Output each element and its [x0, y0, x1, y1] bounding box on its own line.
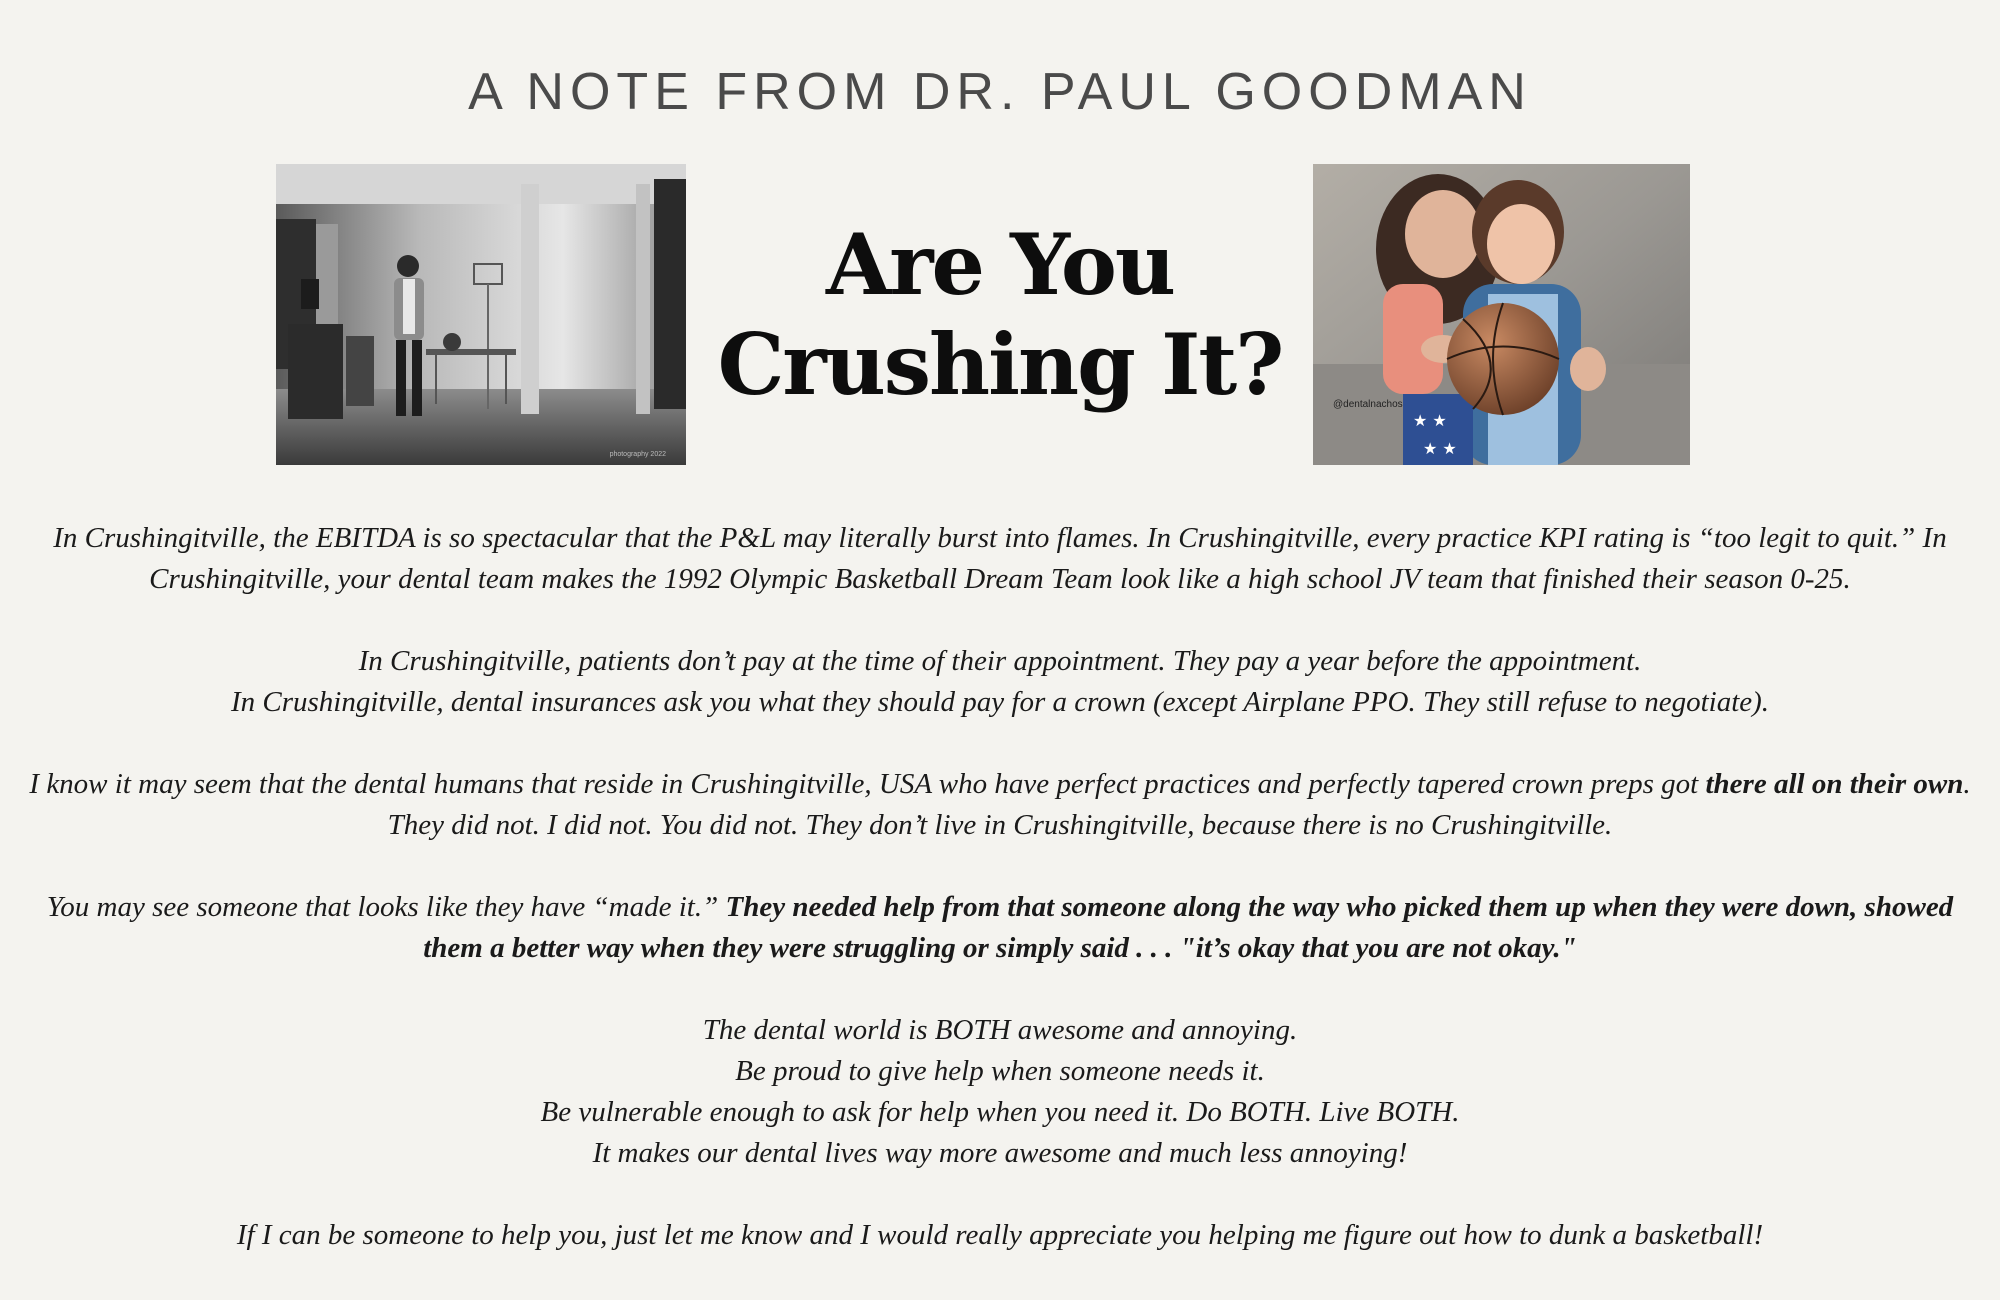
- speaker-photo-image: [276, 164, 686, 465]
- paragraph-2-line-1: In Crushingitville, patients don’t pay at the time of their appointment. They pay a year before the appointment.: [358, 645, 1642, 677]
- paragraph-5-line-1: The dental world is BOTH awesome and annoying.: [702, 1014, 1298, 1046]
- paragraph-3-line-2: They did not. I did not. You did not. They don’t live in Crushingitville, because there is no Crushingitville.: [387, 809, 1613, 841]
- note-body: [20, 518, 1980, 1256]
- paragraph-5-line-3: Be vulnerable enough to ask for help when you need it. Do BOTH. Live BOTH.: [540, 1096, 1460, 1128]
- paragraph-3-emphasis: there all on their own: [1705, 768, 1964, 800]
- svg-text:★ ★: ★ ★: [1413, 411, 1447, 430]
- paragraph-4: [20, 887, 1980, 969]
- paragraph-6: [20, 1215, 1980, 1256]
- paragraph-5: [20, 1010, 1980, 1174]
- speaker-photo: [276, 164, 686, 465]
- paragraph-3-line-1-end: .: [1963, 768, 1971, 800]
- paragraph-4-line-1: [20, 887, 1980, 928]
- paragraph-4-line-2: [20, 928, 1980, 969]
- kids-basketball-photo: [1313, 164, 1690, 465]
- paragraph-4-emphasis: They needed help from that someone along the way who picked them up when they were down, showed: [725, 891, 1954, 923]
- paragraph-6-line-1: If I can be someone to help you, just let me know and I would really appreciate you helping me figure out how to dunk a basketball!: [236, 1219, 1764, 1251]
- headline-line-1: Are You: [826, 215, 1174, 314]
- paragraph-4-line-1-text: You may see someone that looks like they have “made it.”: [46, 891, 726, 923]
- headline: [700, 215, 1300, 415]
- page-title: A NOTE FROM DR. PAUL GOODMAN: [468, 63, 1532, 121]
- paragraph-2-line-2: In Crushingitville, dental insurances ask you what they should pay for a crown (except Airplane PPO. They still refuse to negotiate).: [230, 686, 1770, 718]
- photo-credit: photography 2022: [609, 451, 666, 458]
- paragraph-3-line-1-text: I know it may seem that the dental humans that reside in Crushingitville, USA who have perfect practices and perfectly tapered crown preps got: [29, 768, 1706, 800]
- kids-basketball-photo-image: [1313, 164, 1690, 465]
- paragraph-5-line-2: Be proud to give help when someone needs it.: [735, 1055, 1265, 1087]
- headline-line-2: Crushing It?: [717, 315, 1283, 414]
- paragraph-1-line-2: Crushingitville, your dental team makes the 1992 Olympic Basketball Dream Team look like a high school JV team that finished their season 0-25.: [149, 563, 1851, 595]
- paragraph-2: [20, 641, 1980, 723]
- paragraph-1: [20, 518, 1980, 600]
- paragraph-5-line-4: It makes our dental lives way more awesome and much less annoying!: [592, 1137, 1408, 1169]
- paragraph-3-line-1: [20, 764, 1980, 805]
- paragraph-4-emphasis-2: them a better way when they were struggling or simply said . . . "it’s okay that you are not okay.": [423, 932, 1577, 964]
- paragraph-1-line-1: In Crushingitville, the EBITDA is so spectacular that the P&L may literally burst into flames. In Crushingitville, every practice KPI rating is “too legit to quit.” In: [53, 522, 1947, 554]
- photo-watermark: @dentalnachos: [1333, 399, 1403, 410]
- paragraph-3: [20, 764, 1980, 846]
- svg-text:★ ★: ★ ★: [1423, 439, 1457, 458]
